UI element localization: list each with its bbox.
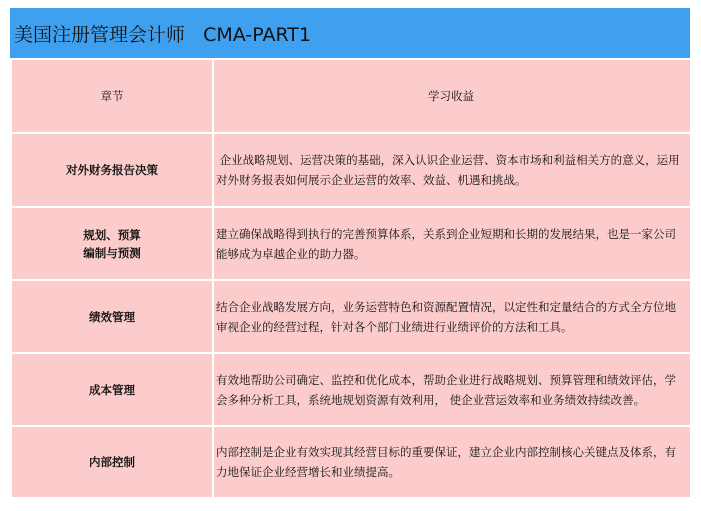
chapter-name: 对外财务报告决策 xyxy=(66,163,158,177)
table-header-row xyxy=(11,59,691,133)
chapter-cell xyxy=(11,133,213,207)
chapter-cell xyxy=(11,426,213,498)
chapter-column-header: 章节 xyxy=(11,59,213,133)
benefit-cell: 有效地帮助公司确定、监控和优化成本，帮助企业进行战略规划、预算管理和绩效评估，学会多种分析工具，系统地规划资源有效利用， 使企业营运效率和业务绩效持续改善。 xyxy=(213,353,691,426)
chapter-name: 内部控制 xyxy=(89,455,135,469)
chapter-name: 成本管理 xyxy=(89,382,135,397)
table-row xyxy=(11,133,691,207)
benefit-cell: 结合企业战略发展方向，业务运营特色和资源配置情况，以定性和定量结合的方式全方位地审视企业的经营过程，针对各个部门业绩进行业绩评价的方法和工具。 xyxy=(213,280,691,353)
chapter-name-line1: 规划、预算 xyxy=(83,227,141,242)
table-row xyxy=(11,280,691,353)
benefit-cell: 建立确保战略得到执行的完善预算体系，关系到企业短期和长期的发展结果，也是一家公司能够成为卓越企业的助力器。 xyxy=(213,207,691,280)
course-table-container xyxy=(10,8,690,499)
page-title: 美国注册管理会计师 CMA-PART1 xyxy=(10,8,690,58)
chapter-name-line2: 编制与预测 xyxy=(83,245,141,260)
chapter-cell xyxy=(11,353,213,426)
benefit-cell: 内部控制是企业有效实现其经营目标的重要保证，建立企业内部控制核心关键点及体系，有力地保证企业经营增长和业绩提高。 xyxy=(213,426,691,498)
course-table xyxy=(10,58,692,499)
benefit-cell: 企业战略规划、运营决策的基础，深入认识企业运营、资本市场和利益相关方的意义，运用对外财务报表如何展示企业运营的效率、效益、机遇和挑战。 xyxy=(213,133,691,207)
table-row xyxy=(11,353,691,426)
benefit-column-header: 学习收益 xyxy=(213,59,691,133)
chapter-name: 绩效管理 xyxy=(89,309,135,324)
table-row xyxy=(11,426,691,498)
chapter-cell xyxy=(11,207,213,280)
table-row xyxy=(11,207,691,280)
chapter-cell xyxy=(11,280,213,353)
